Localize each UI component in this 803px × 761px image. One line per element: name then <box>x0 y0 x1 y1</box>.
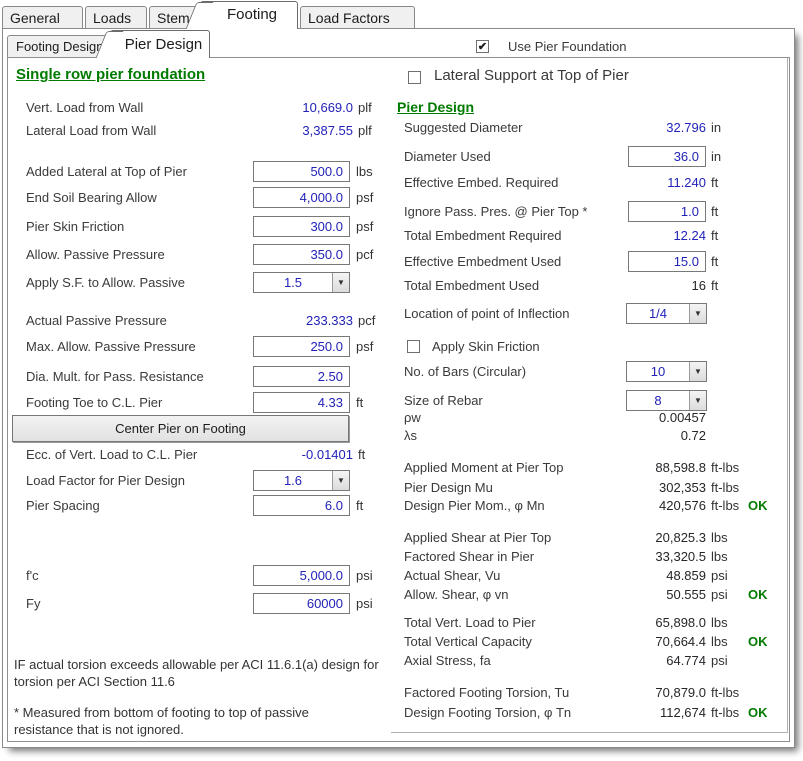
rebar-size-dropdown[interactable] <box>626 390 707 411</box>
result-label: Applied Shear at Pier Top <box>404 530 552 545</box>
lateral-support-label: Lateral Support at Top of Pier <box>434 67 629 84</box>
eff-embed-used-unit: ft <box>711 254 719 269</box>
asterisk-note: * Measured from bottom of footing to top of passive resistance that is not ignored. <box>14 705 309 737</box>
load-factor-label: Load Factor for Pier Design <box>26 473 185 488</box>
result-label: Pier Design Mu <box>404 480 493 495</box>
skin-friction-unit: psf <box>356 219 374 234</box>
inflection-value: 1/4 <box>648 306 668 321</box>
pier-spacing-input[interactable] <box>253 495 350 516</box>
result-unit: lbs <box>711 549 728 564</box>
use-pier-foundation-label: Use Pier Foundation <box>508 39 627 54</box>
apply-skin-label: Apply Skin Friction <box>432 339 540 354</box>
result-unit: psi <box>711 587 728 602</box>
inflection-dropdown[interactable] <box>626 303 707 324</box>
toe-to-cl-unit: ft <box>356 395 364 410</box>
toe-to-cl-input[interactable] <box>253 392 350 413</box>
ecc-value: -0.01401 <box>301 447 353 462</box>
total-embed-used-value: 16 <box>691 278 706 293</box>
total-embed-used-label: Total Embedment Used <box>404 278 540 293</box>
rho-w-value: 0.00457 <box>659 410 706 425</box>
eff-embed-req-label: Effective Embed. Required <box>404 175 559 190</box>
allow-passive-input[interactable] <box>253 244 350 265</box>
suggested-dia-value: 32.796 <box>666 120 706 135</box>
result-value: 302,353 <box>659 480 706 495</box>
max-passive-unit: psf <box>356 339 374 354</box>
eff-embed-used-label: Effective Embedment Used <box>404 254 562 269</box>
lateral-load-label: Lateral Load from Wall <box>26 123 157 138</box>
fy-input[interactable] <box>253 593 350 614</box>
added-lateral-input[interactable] <box>253 161 350 182</box>
apply-sf-value: 1.5 <box>283 275 303 290</box>
tab-load-factors[interactable]: Load Factors <box>300 6 415 28</box>
added-lateral-unit: lbs <box>356 164 373 179</box>
actual-passive-label: Actual Passive Pressure <box>26 313 167 328</box>
fc-input[interactable] <box>253 565 350 586</box>
result-label: Applied Moment at Pier Top <box>404 460 564 475</box>
result-unit: psi <box>711 568 728 583</box>
max-passive-label: Max. Allow. Passive Pressure <box>26 339 196 354</box>
vert-load-label: Vert. Load from Wall <box>26 100 144 115</box>
pier-spacing-unit: ft <box>356 498 364 513</box>
result-value: 88,598.8 <box>655 460 706 475</box>
result-unit: ft-lbs <box>711 685 740 700</box>
fy-label: Fy <box>26 596 41 611</box>
tab-stem[interactable]: Stem <box>149 6 199 28</box>
eff-embed-req-value: 11.240 <box>667 175 706 190</box>
ecc-label: Ecc. of Vert. Load to C.L. Pier <box>26 447 198 462</box>
result-value: 65,898.0 <box>655 615 706 630</box>
lambda-s-value: 0.72 <box>680 428 706 443</box>
result-label: Design Pier Mom., φ Mn <box>404 498 545 513</box>
ignore-pass-unit: ft <box>711 204 719 219</box>
result-unit: ft-lbs <box>711 498 740 513</box>
tab-footing[interactable]: Footing <box>200 1 298 29</box>
result-value: 50.555 <box>666 587 706 602</box>
status-ok: OK <box>748 587 768 602</box>
total-embed-req-unit: ft <box>711 228 719 243</box>
result-unit: ft-lbs <box>711 705 740 720</box>
chevron-down-icon[interactable]: ▼ <box>332 471 349 490</box>
result-unit: ft-lbs <box>711 480 740 495</box>
subtab-pier-design[interactable]: Pier Design <box>110 30 210 58</box>
max-passive-input[interactable] <box>253 336 350 357</box>
skin-friction-label: Pier Skin Friction <box>26 219 125 234</box>
suggested-dia-label: Suggested Diameter <box>404 120 523 135</box>
ignore-pass-input[interactable] <box>628 201 706 222</box>
allow-passive-label: Allow. Passive Pressure <box>26 247 165 262</box>
apply-sf-label: Apply S.F. to Allow. Passive <box>26 275 185 290</box>
lateral-load-unit: plf <box>358 123 372 138</box>
total-embed-req-label: Total Embedment Required <box>404 228 562 243</box>
result-value: 33,320.5 <box>655 549 706 564</box>
lambda-s-label: λs <box>404 428 417 443</box>
result-unit: ft-lbs <box>711 460 740 475</box>
result-value: 70,879.0 <box>655 685 706 700</box>
status-ok: OK <box>748 634 768 649</box>
dia-used-label: Diameter Used <box>404 149 491 164</box>
ecc-unit: ft <box>358 447 366 462</box>
num-bars-label: No. of Bars (Circular) <box>404 364 527 379</box>
torsion-note: IF actual torsion exceeds allowable per ACI 11.6.1(a) design for torsion per ACI Section 11.6 <box>14 657 379 689</box>
result-value: 420,576 <box>659 498 706 513</box>
tab-general[interactable]: General <box>2 6 83 28</box>
skin-friction-input[interactable] <box>253 216 350 237</box>
result-value: 70,664.4 <box>655 634 706 649</box>
eff-embed-req-unit: ft <box>711 175 719 190</box>
added-lateral-label: Added Lateral at Top of Pier <box>26 164 187 179</box>
lateral-load-value: 3,387.55 <box>302 123 353 138</box>
num-bars-value: 10 <box>650 364 666 379</box>
rho-w-label: ρw <box>404 410 421 425</box>
apply-skin-checkbox[interactable] <box>407 340 420 353</box>
single-row-pier-heading: Single row pier foundation <box>16 66 206 83</box>
result-label: Factored Footing Torsion, Tu <box>404 685 570 700</box>
fc-unit: psi <box>356 568 373 583</box>
lateral-support-checkbox[interactable] <box>408 71 421 84</box>
result-value: 64.774 <box>666 653 706 668</box>
rebar-size-value: 8 <box>654 393 662 408</box>
num-bars-dropdown[interactable] <box>626 361 707 382</box>
result-value: 48.859 <box>666 568 706 583</box>
suggested-dia-unit: in <box>711 120 722 135</box>
result-label: Factored Shear in Pier <box>404 549 535 564</box>
status-ok: OK <box>748 498 768 513</box>
subtab-footing-design[interactable]: Footing Design <box>7 35 110 57</box>
chevron-down-icon[interactable]: ▼ <box>689 391 706 410</box>
result-label: Allow. Shear, φ vn <box>404 587 509 602</box>
load-factor-dropdown[interactable] <box>253 470 350 491</box>
end-soil-input[interactable] <box>253 187 350 208</box>
result-unit: lbs <box>711 530 728 545</box>
dia-mult-input[interactable] <box>253 366 350 387</box>
actual-passive-value: 233.333 <box>306 313 353 328</box>
result-label: Axial Stress, fa <box>404 653 491 668</box>
result-value: 20,825.3 <box>655 530 706 545</box>
status-ok: OK <box>748 705 768 720</box>
vert-load-unit: plf <box>358 100 372 115</box>
actual-passive-unit: pcf <box>358 313 376 328</box>
pier-design-heading: Pier Design <box>397 99 475 115</box>
total-embed-used-unit: ft <box>711 278 719 293</box>
apply-sf-dropdown[interactable] <box>253 272 350 293</box>
eff-embed-used-input[interactable] <box>628 251 706 272</box>
result-label: Design Footing Torsion, φ Tn <box>404 705 572 720</box>
result-label: Total Vertical Capacity <box>404 634 532 649</box>
result-label: Total Vert. Load to Pier <box>404 615 536 630</box>
center-pier-button[interactable]: Center Pier on Footing <box>12 415 349 442</box>
result-label: Actual Shear, Vu <box>404 568 501 583</box>
chevron-down-icon[interactable]: ▼ <box>689 304 706 323</box>
end-soil-unit: psf <box>356 190 374 205</box>
chevron-down-icon[interactable]: ▼ <box>332 273 349 292</box>
result-unit: lbs <box>711 615 728 630</box>
tab-loads[interactable]: Loads <box>85 6 147 28</box>
end-soil-label: End Soil Bearing Allow <box>26 190 157 205</box>
pier-spacing-label: Pier Spacing <box>26 498 100 513</box>
allow-passive-unit: pcf <box>356 247 374 262</box>
dia-used-input[interactable] <box>628 146 706 167</box>
toe-to-cl-label: Footing Toe to C.L. Pier <box>26 395 163 410</box>
vert-load-value: 10,669.0 <box>302 100 353 115</box>
dia-mult-label: Dia. Mult. for Pass. Resistance <box>26 369 204 384</box>
result-value: 112,674 <box>659 705 706 720</box>
result-unit: psi <box>711 653 728 668</box>
fy-unit: psi <box>356 596 373 611</box>
dia-used-unit: in <box>711 149 722 164</box>
inflection-label: Location of point of Inflection <box>404 306 570 321</box>
rebar-size-label: Size of Rebar <box>404 393 483 408</box>
ignore-pass-label: Ignore Pass. Pres. @ Pier Top * <box>404 204 588 219</box>
chevron-down-icon[interactable]: ▼ <box>689 362 706 381</box>
fc-label: f'c <box>26 568 39 583</box>
total-embed-req-value: 12.24 <box>673 228 706 243</box>
result-unit: lbs <box>711 634 728 649</box>
load-factor-value: 1.6 <box>283 473 303 488</box>
use-pier-foundation-checkbox[interactable]: ✔ <box>477 41 488 53</box>
